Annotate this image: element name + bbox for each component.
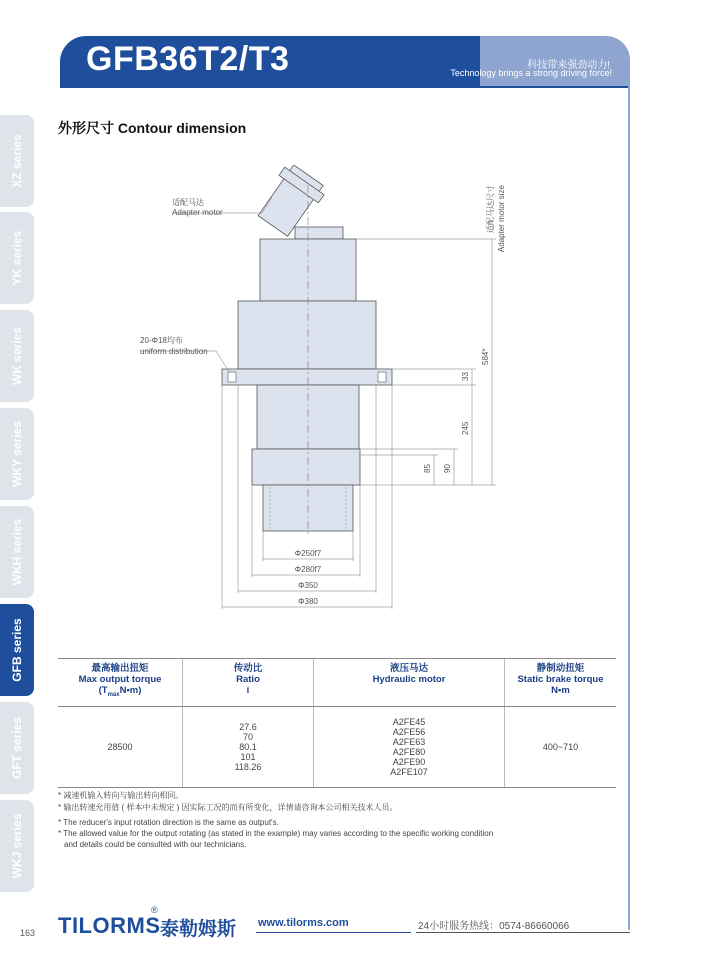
header-ratio: 传动比 Ratio i	[183, 659, 314, 707]
dia-380: Φ380	[298, 597, 318, 606]
table-row	[58, 706, 616, 787]
side-tab-wk[interactable]	[0, 310, 34, 402]
dia-280: Φ280f7	[294, 565, 322, 574]
header-brake-torque: 静制动扭矩 Static brake torque N•m	[505, 659, 617, 707]
spec-table	[58, 658, 616, 788]
bolt-label-en: uniform distribution	[140, 347, 208, 356]
cell-motors: A2FE45 A2FE56 A2FE63 A2FE80 A2FE90 A2FE107	[314, 706, 505, 787]
website-link[interactable]: www.tilorms.com	[258, 917, 349, 929]
side-tab-wkj[interactable]	[0, 800, 34, 892]
side-tab-label: WKH series	[10, 518, 24, 586]
motor-size-en: Adapter motor size	[497, 185, 506, 253]
header-max-torque: 最高输出扭矩 Max output torque $(T_{max}N•m)$	[58, 659, 183, 707]
cell-ratios: 27.6 70 80.1 101 118.26	[183, 706, 314, 787]
dia-350: Φ350	[298, 581, 318, 590]
header-band-slant	[420, 36, 460, 86]
note-en-2b: and details could be consulted with our technicians.	[64, 840, 247, 849]
dia-250: Φ250f7	[294, 549, 322, 558]
dim-245: 245	[461, 421, 470, 435]
side-tab-wkh[interactable]	[0, 506, 34, 598]
cell-brake: 400~710	[505, 706, 617, 787]
side-tab-xz[interactable]	[0, 115, 34, 207]
adapter-label-en: Adapter motor	[172, 208, 223, 217]
dim-90: 90	[443, 464, 452, 473]
dim-584: 584*	[481, 348, 490, 365]
side-tab-label: WKJ series	[10, 813, 24, 879]
brand-logo-cn: 泰勒姆斯	[160, 919, 237, 940]
dim-85: 85	[423, 464, 432, 473]
side-tab-label: WKY series	[10, 421, 24, 487]
side-tab-wky[interactable]	[0, 408, 34, 500]
note-en-1: * The reducer's input rotation direction is the same as output's.	[58, 818, 279, 827]
page-title: GFB36T2/T3	[86, 40, 290, 78]
footer-rule	[416, 932, 630, 933]
service-hotline: 24小时服务热线：0574-86660066	[418, 921, 570, 932]
side-tab-label: YK series	[10, 230, 24, 286]
dim-33: 33	[461, 372, 470, 381]
motor-flange	[295, 227, 343, 239]
adapter-label-cn: 适配马达	[172, 198, 204, 207]
side-tab-label: GFB series	[10, 618, 24, 682]
slogan-en: Technology brings a strong driving force!	[450, 68, 612, 78]
footer-rule	[256, 932, 411, 933]
header-rule	[60, 86, 630, 88]
bolt-label-cn: 20-Φ18均布	[140, 336, 183, 345]
contour-drawing	[120, 165, 520, 615]
brand-logo: TILORMS	[58, 913, 161, 938]
right-margin-rule	[628, 72, 630, 930]
motor-size-cn: 适配马达尺寸	[486, 185, 495, 233]
cell-torque: 28500	[58, 706, 183, 787]
mounting-flange	[222, 369, 392, 385]
slogan-cn: 科技带来强劲动力!	[527, 60, 610, 71]
side-tab-label: WK series	[10, 326, 24, 386]
side-tab-gft[interactable]	[0, 702, 34, 794]
section-title: 外形尺寸 Contour dimension	[58, 120, 247, 136]
side-tab-label: GFT series	[10, 716, 24, 780]
main-body	[238, 301, 376, 369]
header-hydraulic-motor: 液压马达 Hydraulic motor	[314, 659, 505, 707]
side-tab-gfb[interactable]	[0, 604, 34, 696]
side-tab-label: XZ series	[10, 134, 24, 188]
page-number: 163	[20, 928, 36, 938]
note-cn-2: * 输出转速允用值 ( 样本中未规定 ) 因实际工况的而有所变化，详情请咨询本公司相关技术人员。	[58, 803, 398, 812]
note-cn-1: * 减速机输入转向与输出转向相同。	[58, 791, 184, 800]
side-tab-yk[interactable]	[0, 212, 34, 304]
note-en-2a: * The allowed value for the output rotating (as stated in the example) may varies according to the specific working condition	[58, 829, 494, 838]
table-header-row	[58, 659, 616, 707]
registered-mark: ®	[151, 905, 158, 915]
output-ring	[252, 449, 360, 485]
